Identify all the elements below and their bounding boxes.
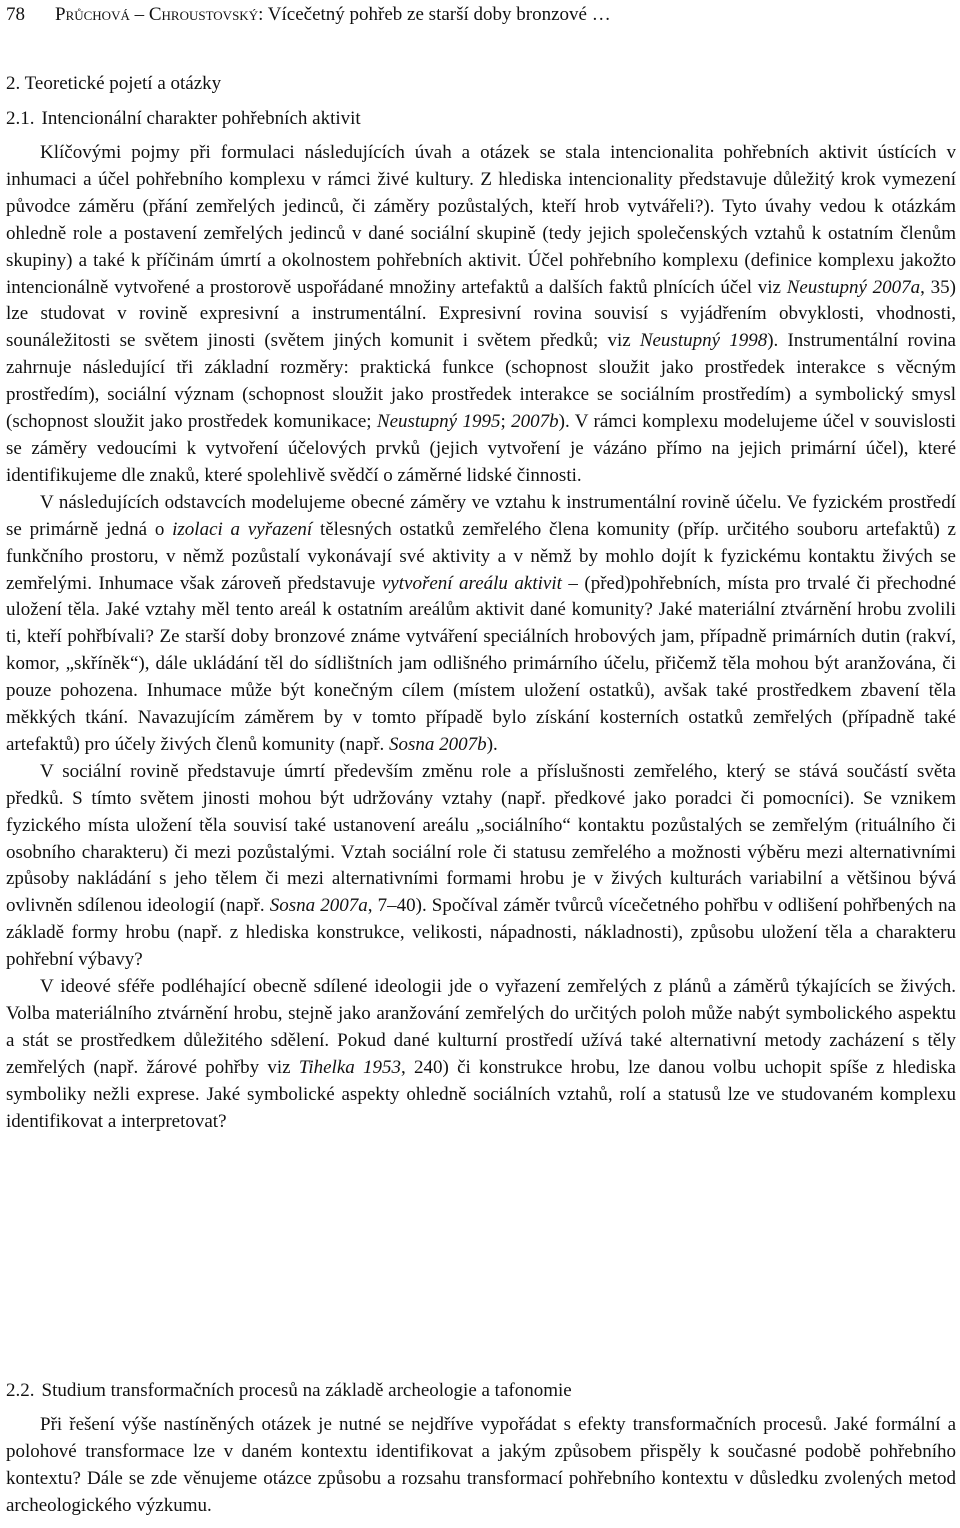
body-text-2 [6,1412,956,1520]
citation: Tihelka 1953 [298,1056,402,1078]
text-run: V ideové sféře podléhající obecně sdílené ideologii jde o vyřazení zemřelých z plánů a záměrů týkajících se živých. Volba materiálního ztvárnění hrobu, stejně jako aranžování zemřelých do určitých poloh může nabýt symbolického aspektu a stát se prostředkem důležitého sdělení. Pokud dané kulturní prostředí užívá také alternativní metody zacházení s těly zemřelých (např. žárové pohřby viz [6,976,956,1078]
paragraph [6,1412,956,1520]
paragraph [6,140,956,490]
citation: Sosna 2007a [269,895,368,917]
citation: Neustupný 1998 [639,330,768,352]
citation: izolaci a vyřazení [172,518,313,540]
subsection-title: Intencionální charakter pohřebních aktivit [41,108,361,129]
text-run: , 7–40). Spočíval záměr tvůrců vícečetného pohřbu v odlišení pohřbených na základě formy hrobu (např. z hlediska konstrukce, velikosti, nápadnosti, nákladnosti), způsobu uložení těla a charakteru pohřební výbavy? [6,895,956,971]
text-run: ). V rámci komplexu modelujeme účel v souvislosti se záměry vedoucími k vytvoření účelových prvků (jejich vytvoření je vázáno přímo na jejich primární účel), které identifikujeme dle znaků, které spolehlivě svědčí o záměrné lidské činnosti. [6,411,956,486]
paragraph [6,974,956,1135]
citation: Sosna 2007b [389,733,487,755]
running-header [6,2,611,28]
subsection-title: Studium transformačních procesů na základě archeologie a tafonomie [41,1380,572,1401]
body-text-1 [6,140,956,1136]
text-run: ; [500,411,512,433]
citation: Neustupný 1995 [376,411,501,433]
section-heading: 2. Teoretické pojetí a otázky [6,73,222,94]
text-run: – (před)pohřebních, místa pro trvalé či přechodné uložení těla. Jaké vztahy měl tento areál k ostatním areálům aktivit dané komunity? Jaké materiální ztvárnění hrobu zvolili ti, kteří pohřbívali? Ze starší doby bronzové známe vytváření speciálních hrobových jam, případně primárních dutin (rakví, komor, „skříněk“), dále ukládání těl do sídlištních jam odlišného primárního účelu, přičemž těla mohou být aranžována, či pouze pohozena. Inhumace může být konečným cílem (místem uložení ostatků), avšak také prostředkem zbavení těla měkkých tkání. Navazujícím záměrem by v tomto případě bylo získání kosterních ostatků zemřelých (případně také artefaktů) pro účely živých členů komunity (např. [6,572,957,755]
paragraph [6,759,956,974]
citation: vytvoření areálu aktivit [381,572,562,594]
subsection-heading-1 [6,105,361,132]
subsection-number: 2.1. [6,108,35,129]
paragraph [6,490,956,759]
page-number: 78 [6,4,25,25]
citation: 2007b [511,411,559,433]
citation: Neustupný 2007a [786,276,921,298]
text-run: tělesných ostatků zemřelého člena komunity (příp. určitého souboru artefaktů) z funkčního prostoru, v němž pozůstalí vykonávají své aktivity a v němž by mohlo dojít k fyzickému kontaktu živých se zemřelými. Inhumace však zároveň představuje [6,518,956,594]
header-short-title: Vícečetný pohřeb ze starší doby bronzové … [267,4,611,25]
text-run: ). [486,733,498,755]
text-run: Klíčovými pojmy při formulaci následujících úvah a otázek se stala intencionalita pohřebních aktivit ústících v inhumaci a účel pohřebního komplexu v rámci živé kultury. Z hlediska intencionality představuje důležitý krok vymezení původce záměru (přání zemřelých jedinců, či záměry pozůstalých, kteří hrob vytvářeli?). Tyto úvahy vedou k otázkám ohledně role a postavení zemřelých jedinců v dané sociální skupině (tedy jejich společenských vztahů k ostatním členům skupiny) a také k příčinám úmrtí a okolnostem pohřebních aktivit. Účel pohřebního komplexu (definice komplexu jakožto intencionálně vytvořené a prostorově uspořádané množiny artefaktů a dalších faktů plnících účel viz [6,142,956,298]
header-authors: Průchová – Chroustovský: [55,4,264,25]
text-run: , 35) lze studovat v rovině expresivní a instrumentální. Expresivní rovina souvisí s vyjádřením obvyklosti, vhodnosti, sounáležitosti se světem jinosti (světem jiných komunit i světem předků; viz [6,276,957,352]
text-run: V sociální rovině představuje úmrtí především změnu role a příslušnosti zemřelého, který se stává součástí světa předků. S tímto světem jinosti mohou být udržovány vztahy (např. předkové jako poradci či pomocníci). Se vznikem fyzického místa uložení těla souvisí také ustanovení areálu „sociálního“ kontaktu pozůstalých se zemřelým (rituálního či osobního charakteru) či mezi pozůstalými. Vztah sociální role či statusu zemřelého a možnosti výběru mezi alternativními způsoby nakládání s jeho tělem či mezi alternativními formami hrobu je v živých kulturách variabilní a většinou bývá ovlivněn sdílenou ideologií (např. [6,760,956,917]
text-run: , 240) či konstrukce hrobu, lze danou volbu uchopit spíše z hlediska symboliky nežli exprese. Jaké symbolické aspekty ohledně sociálních vztahů, rolí a statusů lze ve studovaném komplexu identifikovat a interpretovat? [6,1056,956,1132]
subsection-heading-2 [6,1377,572,1404]
text-run: Při řešení výše nastíněných otázek je nutné se nejdříve vypořádat s efekty transformačních procesů. Jaké formální a polohové transformace lze v daném kontextu identifikovat a jakým způsobem přispěly k současné podobě pohřebního kontextu? Dále se zde věnujeme otázce způsobu a rozsahu transformací pohřebního kontextu v důsledku zvolených metod archeologického výzkumu. [6,1414,956,1516]
text-run: ). Instrumentální rovina zahrnuje následující tři základní rozměry: praktická funkce (schopnost sloužit jako prostředek interakce s věcným prostředím), sociální význam (schopnost sloužit jako prostředek interakce se sociálním prostředím) a symbolický smysl (schopnost sloužit jako prostředek komunikace; [6,330,956,433]
subsection-number: 2.2. [6,1380,35,1401]
text-run: V následujících odstavcích modelujeme obecné záměry ve vztahu k instrumentální rovině účelu. Ve fyzickém prostředí se primárně jedná o [6,491,956,540]
